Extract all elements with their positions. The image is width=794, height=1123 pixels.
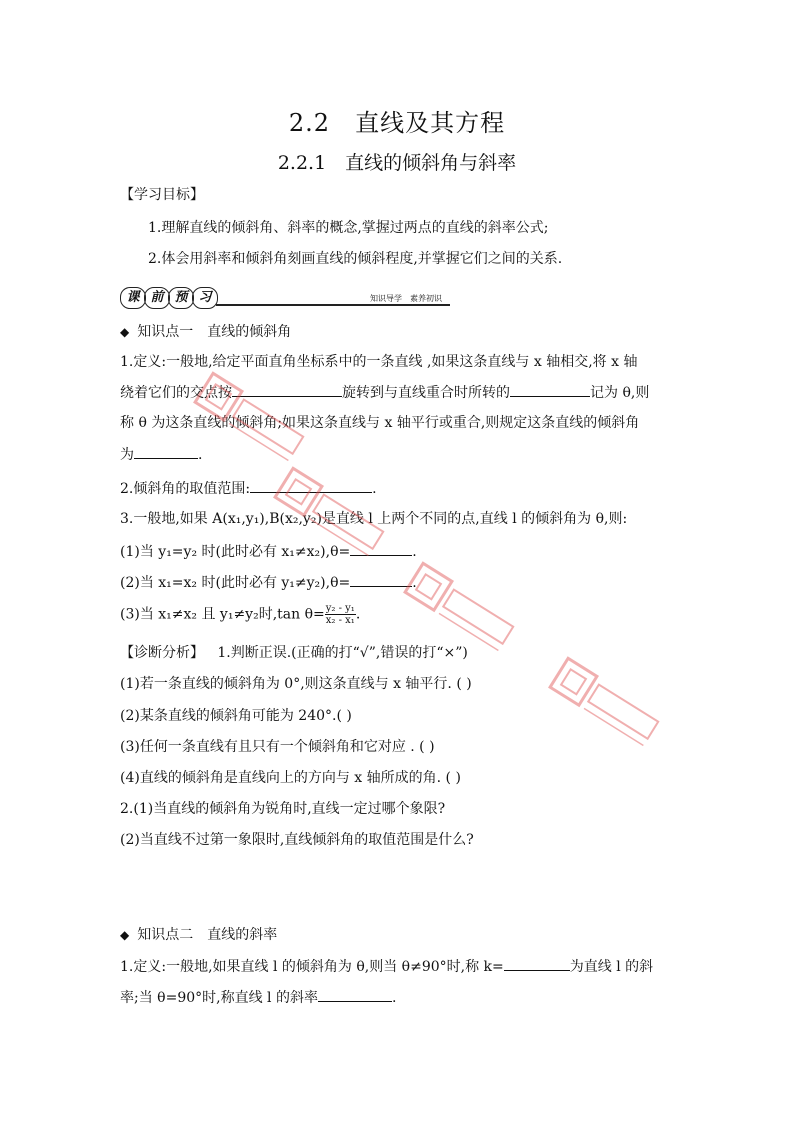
kp1-range: 2.倾斜角的取值范围: . [120, 478, 377, 499]
text-fragment: 率;当 θ=90°时,称直线 l 的斜率 [120, 990, 318, 1006]
text-fragment: 1.定义:一般地,如果直线 l 的倾斜角为 θ,则当 θ≠90°时,称 k= [120, 959, 504, 975]
fraction-denominator: x₂ - x₁ [325, 615, 355, 626]
fraction-numerator: y₂ - y₁ [325, 603, 355, 614]
section-title: 2.2 直线及其方程 [288, 109, 506, 137]
kp2-heading [120, 925, 277, 945]
goal-item-2: 2.体会用斜率和倾斜角刻画直线的倾斜程度,并掌握它们之间的关系. [148, 251, 563, 267]
diamond-icon: ◆ [120, 325, 130, 339]
banner-rule [216, 304, 450, 306]
text-fragment: (2)当 x₁=x₂ 时(此时必有 y₁≠y₂),θ= [120, 575, 351, 591]
banner-char: 预 [168, 287, 194, 309]
text-fragment: 绕着它们的交点按 [120, 385, 232, 401]
diag-item-3: (3)任何一条直线有且只有一个倾斜角和它对应 . ( ) [120, 739, 435, 755]
kp2-heading-text: 知识点二 直线的斜率 [137, 927, 278, 943]
kp2-line1 [120, 956, 653, 977]
text-fragment: (3)当 x₁≠x₂ 且 y₁≠y₂时,tan θ= [120, 606, 325, 623]
watermark-logo-icon [538, 648, 672, 762]
text-fragment: 2.倾斜角的取值范围: [120, 481, 251, 497]
diag-item-4: (4)直线的倾斜角是直线向上的方向与 x 轴所成的角. ( ) [120, 770, 461, 786]
diag-question-2b: (2)当直线不过第一象限时,直线倾斜角的取值范围是什么? [120, 832, 474, 848]
answer-blank[interactable] [504, 956, 570, 971]
text-fragment: 记为 θ,则 [590, 385, 650, 401]
diag-intro: 1.判断正误.(正确的打“√”,错误的打“×”) [217, 645, 468, 661]
section-banner [120, 285, 450, 311]
diamond-icon: ◆ [120, 928, 130, 942]
banner-char: 前 [144, 287, 170, 309]
kp1-heading [120, 322, 291, 342]
diag-question-2a: 2.(1)当直线的倾斜角为锐角时,直线一定过哪个象限? [120, 801, 446, 817]
text-fragment: 为 [120, 447, 134, 463]
banner-char: 课 [120, 287, 146, 309]
kp1-def-line3: 称 θ 为这条直线的倾斜角;如果这条直线与 x 轴平行或重合,则规定这条直线的倾斜角 [120, 415, 640, 431]
answer-blank[interactable] [510, 382, 590, 397]
diag-item-1: (1)若一条直线的倾斜角为 0°,则这条直线与 x 轴平行. ( ) [120, 676, 472, 692]
text-fragment: 为直线 l 的斜 [569, 959, 654, 975]
banner-caption: 知识导学 素养初识 [370, 294, 442, 303]
goal-item-1: 1.理解直线的倾斜角、斜率的概念,掌握过两点的直线的斜率公式; [148, 220, 549, 236]
text-fragment: (1)当 y₁=y₂ 时(此时必有 x₁≠x₂),θ= [120, 544, 351, 560]
kp1-case-1: (1)当 y₁=y₂ 时(此时必有 x₁≠x₂),θ= . [120, 541, 417, 562]
kp1-case-3: (3)当 x₁≠x₂ 且 y₁≠y₂时,tan θ= $\frac{\text{y₂ - y₁}}{\text{x₂ - x₁}}$ . [120, 603, 361, 626]
kp1-def-line4: 为 . [120, 444, 202, 465]
kp1-def-line1: 1.定义:一般地,给定平面直角坐标系中的一条直线 ,如果这条直线与 x 轴相交,将 x 轴 [120, 354, 638, 370]
slope-fraction [325, 603, 356, 626]
kp1-general: 3.一般地,如果 A(x₁,y₁),B(x₂,y₂)是直线 l 上两个不同的点,直线 l 的倾斜角为 θ,则: [120, 511, 628, 527]
answer-blank[interactable] [134, 444, 198, 459]
kp2-line2: 率;当 θ=90°时,称直线 l 的斜率 . [120, 987, 396, 1008]
text-fragment: 旋转到与直线重合时所转的 [342, 385, 510, 401]
diag-heading-line [120, 643, 468, 663]
diag-item-2: (2)某条直线的倾斜角可能为 240°.( ) [120, 708, 352, 724]
goals-heading: 【学习目标】 [120, 187, 204, 203]
answer-blank[interactable] [318, 987, 392, 1002]
kp1-heading-text: 知识点一 直线的倾斜角 [137, 324, 292, 340]
subsection-title: 2.2.1 直线的倾斜角与斜率 [277, 152, 517, 174]
answer-blank[interactable] [350, 572, 412, 587]
diag-heading: 【诊断分析】 [120, 645, 204, 661]
kp1-case-2: (2)当 x₁=x₂ 时(此时必有 y₁≠y₂),θ= . [120, 572, 417, 593]
banner-char: 习 [192, 287, 218, 309]
